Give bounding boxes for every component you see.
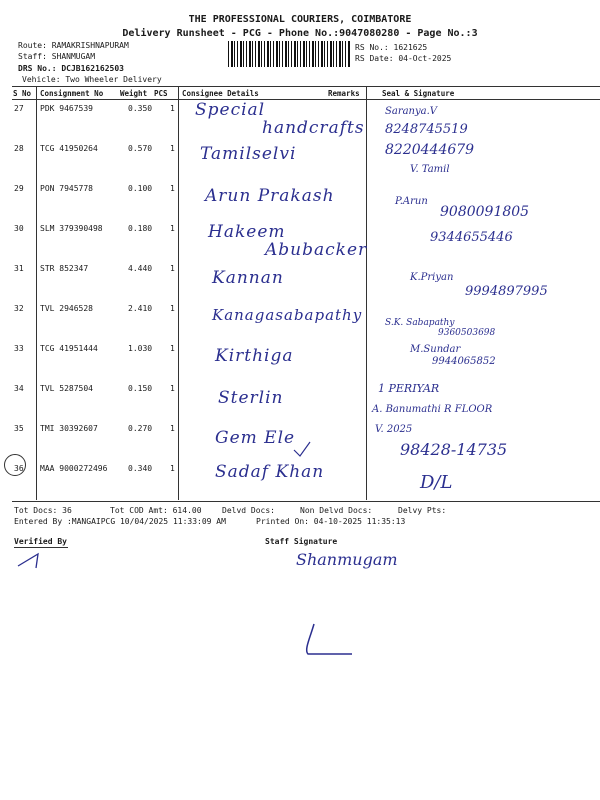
row-consignment: TVL 5287504 <box>40 384 93 393</box>
row-pcs: 1 <box>170 184 175 193</box>
verified-by: Verified By <box>14 537 67 546</box>
row-signature: Saranya.V <box>385 106 438 117</box>
row-sno: 35 <box>14 424 24 433</box>
row-signature-phone: 9080091805 <box>440 204 530 220</box>
row-consignment: PON 7945778 <box>40 184 93 193</box>
row-signature: V. 2025 <box>375 424 413 435</box>
row-sno: 30 <box>14 224 24 233</box>
row-consignee-line2: handcrafts <box>262 118 365 138</box>
row-pcs: 1 <box>170 344 175 353</box>
row-consignment: STR 852347 <box>40 264 89 273</box>
staff-signature: Shanmugam <box>296 550 398 569</box>
row-consignee: Gem Ele <box>215 428 296 448</box>
row-pcs: 1 <box>170 424 175 433</box>
rs-date: RS Date: 04-Oct-2025 <box>355 54 452 63</box>
row-consignment: TMI 30392607 <box>40 424 98 433</box>
verified-signature-mark <box>14 548 54 572</box>
route-label: Route: RAMAKRISHNAPURAM <box>18 41 129 50</box>
row-sno: 31 <box>14 264 24 273</box>
row-consignment: TCG 41950264 <box>40 144 98 153</box>
row-consignee-line2: Abubacker <box>265 240 368 260</box>
entered-by: Entered By :MANGAIPCG 10/04/2025 11:33:09 AM <box>14 517 226 526</box>
row-signature-phone: 98428-14735 <box>400 440 508 459</box>
runsheet-subtitle: Delivery Runsheet - PCG - Phone No.:9047080280 - Page No.:3 <box>122 28 478 39</box>
row-weight: 0.340 <box>128 464 153 473</box>
row-weight: 0.570 <box>128 144 153 153</box>
row-consignment: TCG 41951444 <box>40 344 98 353</box>
table-row <box>0 460 600 500</box>
table-row <box>0 220 600 260</box>
row-signature-phone: 9360503698 <box>438 328 496 338</box>
header-seal: Seal & Signature <box>382 89 455 98</box>
table-top-border <box>12 86 600 87</box>
row-weight: 4.440 <box>128 264 153 273</box>
row-sno: 33 <box>14 344 24 353</box>
row-weight: 2.410 <box>128 304 153 313</box>
staff-signature-label: Staff Signature <box>265 537 338 546</box>
row-consignment: PDK 9467539 <box>40 104 93 113</box>
non-delvd-docs: Non Delvd Docs: <box>300 506 373 515</box>
table-row <box>0 180 600 220</box>
row-consignee: Tamilselvi <box>200 144 297 164</box>
row-weight: 1.030 <box>128 344 153 353</box>
row-consignee: Sterlin <box>218 388 284 408</box>
header-sno: S No <box>13 89 32 98</box>
row-signature: V. Tamil <box>410 164 450 175</box>
table-row <box>0 340 600 380</box>
row-signature-line2: A. Banumathi R FLOOR <box>372 404 493 415</box>
tot-docs: Tot Docs: 36 <box>14 506 72 515</box>
row-consignee: Kannan <box>212 268 284 288</box>
row-weight: 0.350 <box>128 104 153 113</box>
row-sno: 29 <box>14 184 24 193</box>
row-signature-phone: 8248745519 <box>385 122 468 137</box>
checkmark <box>290 440 330 460</box>
table-row <box>0 260 600 300</box>
table-bottom-border <box>12 501 600 502</box>
row-signature: 1 PERIYAR <box>378 382 440 395</box>
row-consignee: Hakeem <box>208 222 286 242</box>
row-pcs: 1 <box>170 144 175 153</box>
row-sno: 32 <box>14 304 24 313</box>
tot-cod: Tot COD Amt: 614.00 <box>110 506 202 515</box>
row-signature-phone: 9344655446 <box>430 230 513 245</box>
row-sno: 34 <box>14 384 24 393</box>
row-signature: M.Sundar <box>410 344 461 355</box>
row-signature-phone: 9994897995 <box>465 284 548 299</box>
table-row <box>0 300 600 340</box>
header-consignee: Consignee Details <box>182 89 259 98</box>
header-weight: Weight <box>120 89 148 98</box>
vehicle-label: Vehicle: Two Wheeler Delivery <box>22 75 162 84</box>
row-consignee: Special <box>195 100 266 120</box>
rs-no: RS No.: 1621625 <box>355 43 428 52</box>
row-sno: 28 <box>14 144 24 153</box>
drs-label: DRS No.: DCJB162162503 <box>18 64 124 73</box>
row-signature: K.Priyan <box>410 272 454 283</box>
row-weight: 0.150 <box>128 384 153 393</box>
row-sno: 27 <box>14 104 24 113</box>
row-signature: P.Arun <box>395 196 428 207</box>
table-row <box>0 380 600 420</box>
pen-mark <box>300 620 360 670</box>
barcode-image <box>228 41 350 67</box>
delvd-docs: Delvd Docs: <box>222 506 275 515</box>
row-signature: S.K. Sabapathy <box>385 318 455 328</box>
table-row <box>0 100 600 140</box>
row-consignment: MAA 9000272496 <box>40 464 108 473</box>
header-consignment: Consignment No <box>40 89 104 98</box>
row-consignee: Sadaf Khan <box>215 462 325 482</box>
row-signature-phone: 9944065852 <box>432 356 496 367</box>
header-pcs: PCS <box>154 89 168 98</box>
row-pcs: 1 <box>170 224 175 233</box>
staff-label: Staff: SHANMUGAM <box>18 52 96 61</box>
delvy-pts: Delvy Pts: <box>398 506 447 515</box>
row-signature: D/L <box>420 472 453 493</box>
header-remarks: Remarks <box>328 89 360 98</box>
row-pcs: 1 <box>170 104 175 113</box>
row-pcs: 1 <box>170 384 175 393</box>
row-pcs: 1 <box>170 264 175 273</box>
row-consignment: TVL 2946528 <box>40 304 93 313</box>
row-consignee: Kanagasabapathy <box>212 306 363 324</box>
row-weight: 0.180 <box>128 224 153 233</box>
row-weight: 0.270 <box>128 424 153 433</box>
printed-on: Printed On: 04-10-2025 11:35:13 <box>256 517 406 526</box>
company-title: THE PROFESSIONAL COURIERS, COIMBATORE <box>188 14 412 25</box>
row-sno: 36 <box>14 464 24 473</box>
row-consignment: SLM 379390498 <box>40 224 103 233</box>
row-consignee: Arun Prakash <box>205 186 335 206</box>
row-signature-phone: 8220444679 <box>385 142 475 158</box>
row-weight: 0.100 <box>128 184 153 193</box>
row-consignee: Kirthiga <box>215 346 294 366</box>
table-row <box>0 140 600 180</box>
row-pcs: 1 <box>170 464 175 473</box>
row-pcs: 1 <box>170 304 175 313</box>
